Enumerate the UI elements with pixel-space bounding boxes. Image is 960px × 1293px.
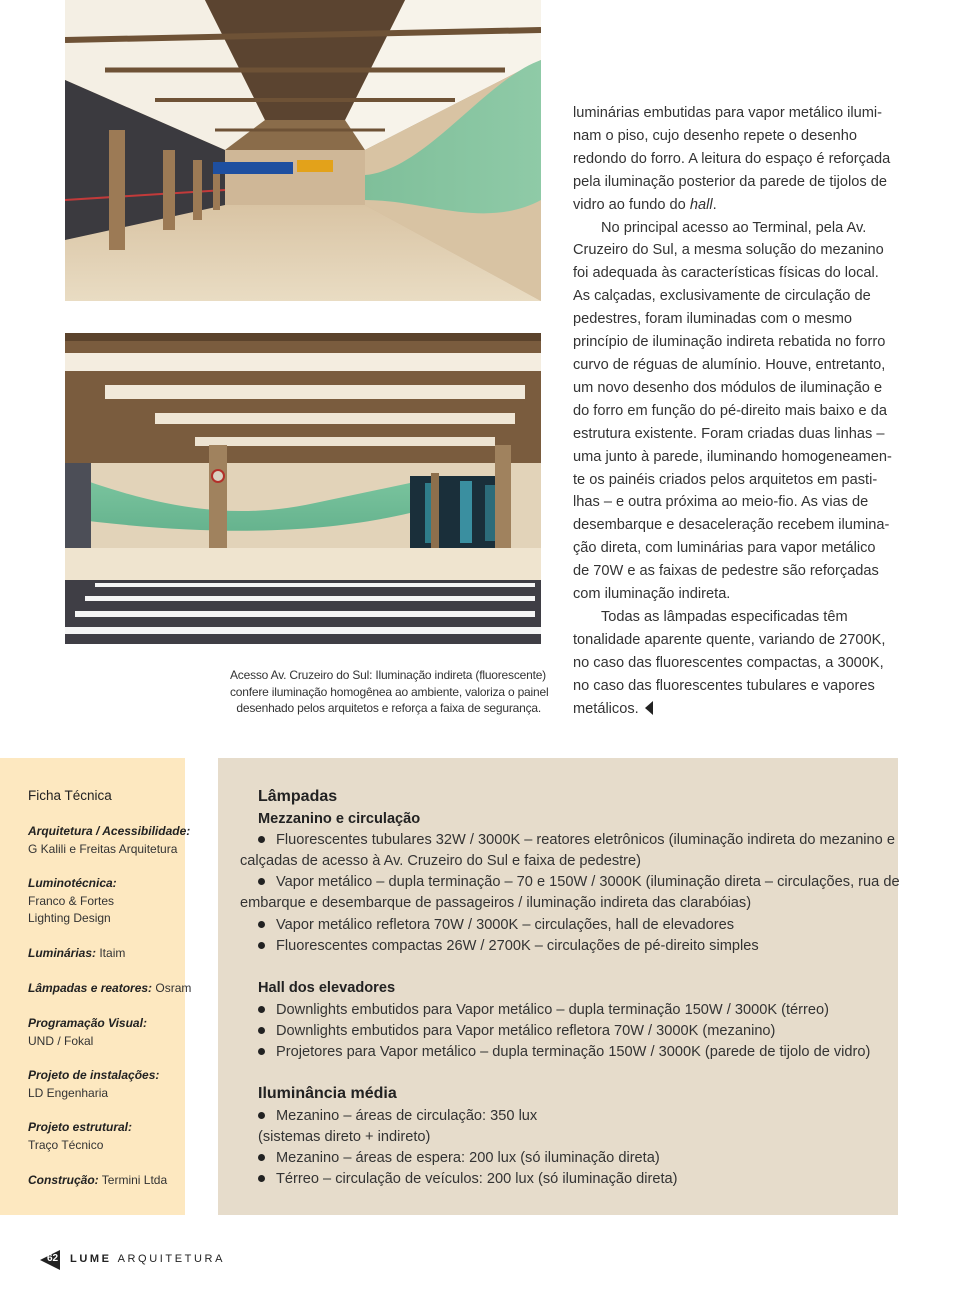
ficha-projeto-instalacoes [28,1067,159,1102]
list-item-line: (sistemas direto + indireto) [258,1129,431,1146]
article-line: do forro em função do pé-direito mais baixo e da [573,402,887,419]
list-item-text [240,936,759,957]
ficha-value: Termini Ltda [98,1173,168,1187]
list-item-line: Mezanino – áreas de circulação: 350 lux [276,1108,538,1124]
photo-caption [230,667,549,717]
street-access-photo [65,333,541,644]
list-item [240,1148,660,1169]
ficha-key: Construção: [28,1173,99,1187]
ficha-luminarias [28,945,125,963]
article-line: um novo desenho dos módulos de iluminação e [573,379,883,396]
magazine-brand [70,1253,225,1265]
article-line: lhas – e outra próxima ao meio-fio. As vias de [573,494,869,511]
ficha-key: Luminotécnica: [28,876,117,890]
bullet-icon [258,921,265,928]
bullet-icon [258,1175,265,1182]
brand-rest: ARQUITETURA [117,1253,226,1265]
ficha-value: Osram [152,981,192,995]
section-heading: Mezzanino e circulação [258,811,421,827]
list-item-line: Downlights embutidos para Vapor metálico refletora 70W / 3000K (mezanino) [276,1023,776,1039]
article-line: de 70W e as faixas de pedestre são reforçadas [573,563,879,580]
list-item-text [240,1042,870,1063]
ficha-key: Lâmpadas e reatores: [28,981,153,995]
brand-bold: LUME [70,1253,112,1265]
ficha-value: Traço Técnico [28,1137,104,1152]
end-of-article-icon [645,701,653,715]
section-heading: Iluminância média [258,1085,397,1102]
article-line: luminárias embutidas para vapor metálico ilumi- [573,105,883,121]
ficha-value: LD Engenharia [28,1085,109,1100]
list-item-line: Fluorescentes tubulares 32W / 3000K – reatores eletrônicos (iluminação indireta do mezanino e [276,832,895,848]
ficha-tecnica-box [0,758,192,1215]
article-line: foi adequada às características físicas do local. [573,265,879,282]
article-line: tonalidade aparente quente, variando de 2700K, [573,631,886,648]
ficha-value: Franco & Fortes [28,893,115,908]
list-item-line: Vapor metálico refletora 70W / 3000K – circulações, hall de elevadores [276,917,735,933]
ficha-programacao-visual [28,1015,147,1050]
list-item [240,872,900,914]
ficha-key: Programação Visual: [28,1016,147,1030]
list-item [240,1042,870,1063]
list-item-text [240,1000,829,1021]
article-line: pela iluminação posterior da parede de tijolos de [573,173,887,190]
ficha-construcao [28,1172,167,1190]
article-text: vidro ao fundo do [573,196,690,213]
bullet-icon [258,1112,265,1119]
article-line: uma junto à parede, iluminando homogeneamen- [573,448,892,465]
article-line [573,194,908,217]
article-emphasis: hall [689,196,713,213]
article-line: princípio de iluminação indireta rebatida no forro [573,334,886,351]
lampadas-box [218,758,898,1215]
page-number: 62 [47,1253,59,1264]
list-item-line: Vapor metálico – dupla terminação – 70 e 150W / 3000K (iluminação direta – circulações, rua de [276,874,900,890]
ficha-luminotecnica [28,875,117,928]
ficha-title: Ficha Técnica [28,788,112,803]
mezzanine-corridor-photo [65,0,541,301]
article-line: te os painéis criados pelos arquitetos em pasti- [573,471,878,488]
list-item [240,1106,537,1148]
caption-line: confere iluminação homogênea ao ambiente, valoriza o painel [230,684,549,699]
article-text: . [712,196,717,213]
list-item-text [240,1106,537,1127]
list-item [240,1021,775,1042]
list-item-line: Downlights embutidos para Vapor metálico – dupla terminação 150W / 3000K (térreo) [276,1002,829,1018]
ficha-arquitetura [28,823,190,858]
list-item-line: Mezanino – áreas de espera: 200 lux (só iluminação direta) [276,1150,660,1166]
list-item [240,830,895,872]
article-line: Todas as lâmpadas especificadas têm [601,608,848,625]
list-item [240,915,734,936]
ficha-key: Luminárias: [28,946,97,960]
ficha-key: Projeto de instalações: [28,1068,160,1082]
section-heading: Hall dos elevadores [258,980,396,996]
page-number-badge [40,1250,62,1270]
bullet-icon [258,942,265,949]
list-item-text [240,872,900,893]
bullet-icon [258,1027,265,1034]
article-line: As calçadas, exclusivamente de circulação de [573,288,871,305]
article-text: metálicos. [573,700,639,717]
list-item-line: Térreo – circulação de veículos: 200 lux (só iluminação direta) [276,1171,678,1187]
caption-line: desenhado pelos arquitetos e reforça a faixa de segurança. [236,701,541,715]
article-line: ção direta, com luminárias para vapor metálico [573,540,876,557]
ficha-value: Lighting Design [28,911,111,925]
list-item-text [240,830,895,851]
bullet-icon [258,1048,265,1055]
list-item-text [240,1021,775,1042]
bullet-icon [258,1154,265,1161]
bullet-icon [258,836,265,843]
article-line: no caso das fluorescentes compactas, a 3000K, [573,654,884,671]
article-line: desembarque e desaceleração recebem ilumina- [573,517,890,534]
article-line: curvo de réguas de alumínio. Houve, entretanto, [573,356,886,373]
list-item-line: Projetores para Vapor metálico – dupla terminação 150W / 3000K (parede de tijolo de vidro) [276,1044,871,1060]
article-line: pedestres, foram iluminadas com o mesmo [573,311,853,328]
ficha-key: Arquitetura / Acessibilidade: [28,824,191,838]
article-line: nam o piso, cujo desenho repete o desenho [573,127,857,144]
article-line [573,698,908,721]
list-item-text [240,1148,660,1169]
article-line: Cruzeiro do Sul, a mesma solução do mezanino [573,242,884,259]
list-item-text [240,1169,678,1190]
list-item [240,1169,678,1190]
ficha-value: UND / Fokal [28,1033,94,1048]
list-item [240,936,759,957]
list-item-text [240,915,734,936]
list-item [240,1000,829,1021]
ficha-value: Itaim [96,946,126,960]
lampadas-title: Lâmpadas [258,788,338,805]
article-line: redondo do forro. A leitura do espaço é reforçada [573,150,891,167]
bullet-icon [258,1006,265,1013]
article-line: No principal acesso ao Terminal, pela Av. [601,219,867,236]
ficha-value: G Kalili e Freitas Arquitetura [28,841,178,856]
ficha-lampadas [28,980,191,998]
article-line: estrutura existente. Foram criadas duas linhas – [573,425,885,442]
ficha-projeto-estrutural [28,1119,132,1154]
article-line: com iluminação indireta. [573,586,731,603]
article-line: no caso das fluorescentes tubulares e vapores [573,677,875,694]
list-item-line: calçadas de acesso à Av. Cruzeiro do Sul e faixa de pedestre) [240,853,642,870]
list-item-line: embarque e desembarque de passageiros / iluminação indireta das clarabóias) [240,895,752,912]
ficha-key: Projeto estrutural: [28,1120,133,1134]
bullet-icon [258,878,265,885]
list-item-line: Fluorescentes compactas 26W / 2700K – circulações de pé-direito simples [276,938,759,954]
caption-line: Acesso Av. Cruzeiro do Sul: Iluminação indireta (fluorescente) [230,668,546,682]
article-body [573,102,908,720]
